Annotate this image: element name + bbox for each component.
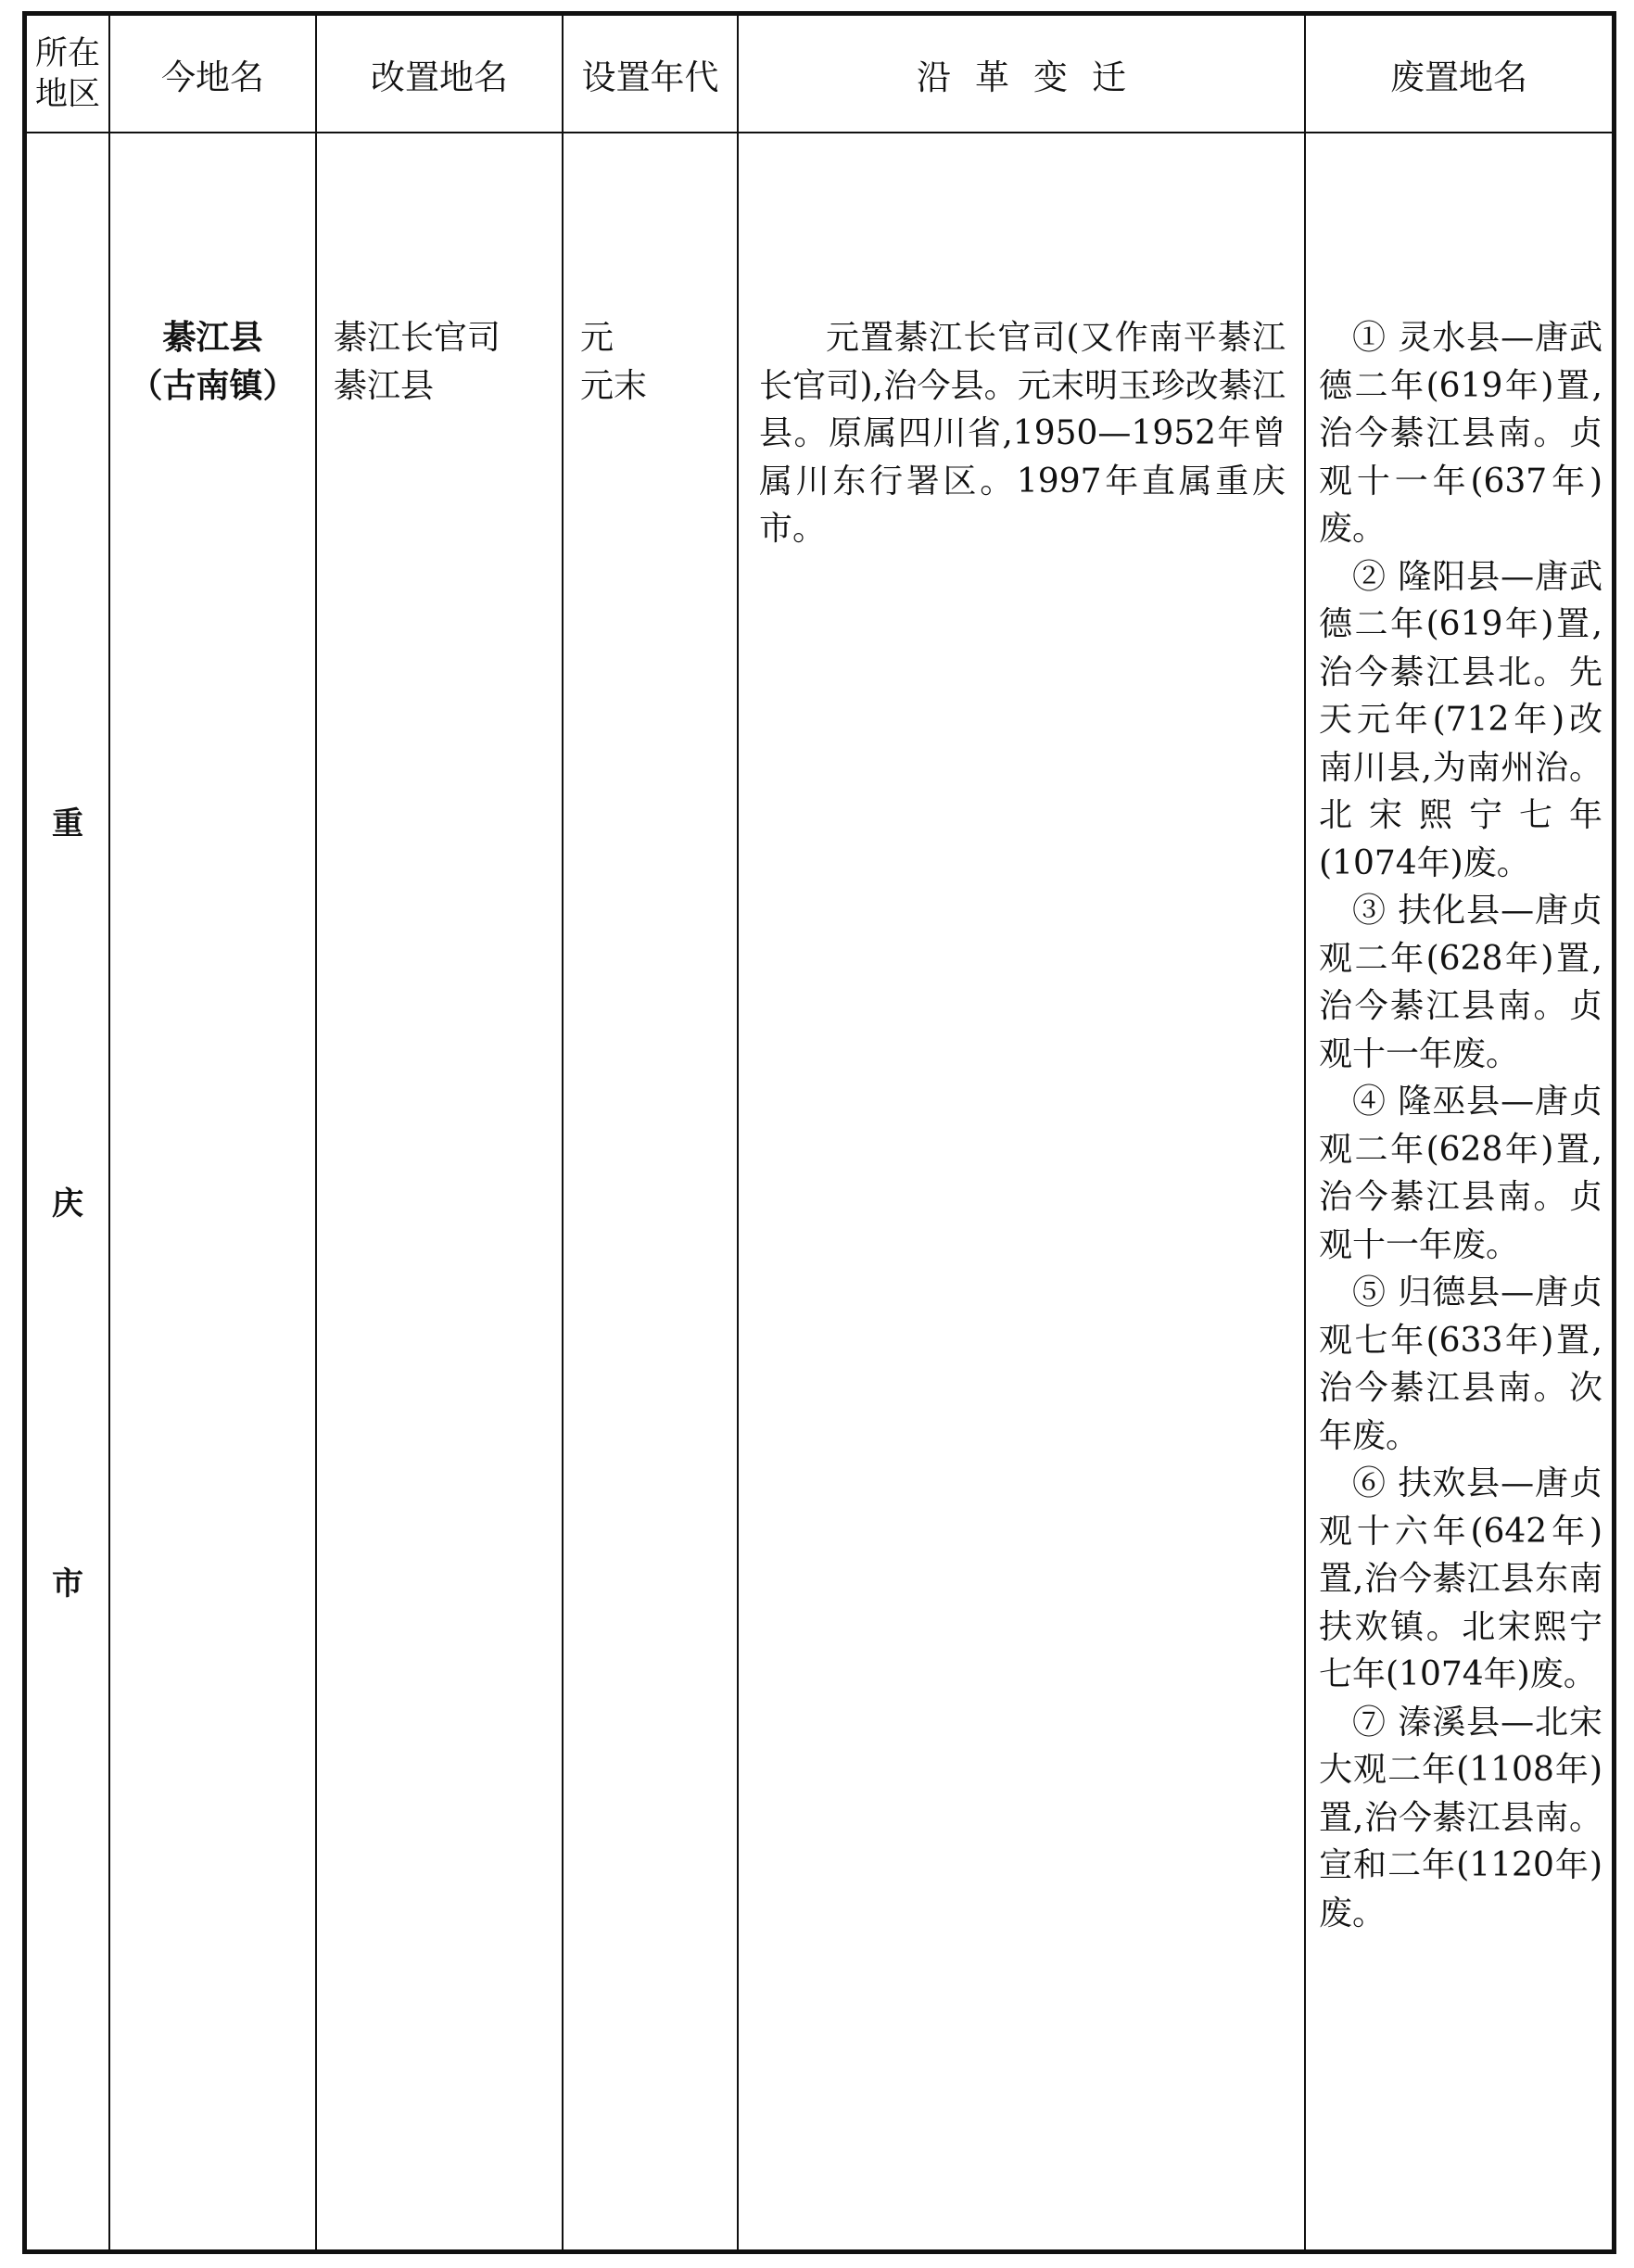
- former-name-1: 綦江长官司: [334, 319, 501, 357]
- table-row: [26, 133, 1613, 2250]
- header-former-name: 改置地名: [316, 15, 563, 133]
- history-text: 元置綦江长官司(又作南平綦江长官司),治今县。元末明玉珍改綦江县。原属四川省,1950—1952年曾属川东行署区。1997年直属重庆市。: [759, 319, 1286, 548]
- region-char-2: 庆: [52, 1185, 83, 1223]
- gazetteer-table: [25, 14, 1614, 2251]
- abolished-entry-4: ④ 隆巫县—唐贞观二年(628年)置,治今綦江县南。贞观十一年废。: [1319, 1083, 1602, 1264]
- history-cell: [738, 133, 1305, 2250]
- established-cell: [563, 133, 738, 2250]
- region-char-3: 市: [52, 1565, 83, 1603]
- abolished-cell: [1305, 133, 1613, 2250]
- header-established: 设置年代: [563, 15, 738, 133]
- header-history: 沿革变迁: [738, 15, 1305, 133]
- former-name-cell: [316, 133, 563, 2250]
- modern-seat: （古南镇）: [129, 365, 297, 405]
- header-abolished: 废置地名: [1305, 15, 1613, 133]
- abolished-entry-2: ② 隆阳县—唐武德二年(619年)置,治今綦江县北。先天元年(712年)改南川县,为南州治。北宋熙宁七年(1074年)废。: [1319, 557, 1602, 882]
- region-cell: [26, 133, 109, 2250]
- abolished-entry-7: ⑦ 溱溪县—北宋大观二年(1108年)置,治今綦江县南。宣和二年(1120年)废。: [1319, 1703, 1602, 1932]
- region-char-1: 重: [52, 805, 83, 843]
- gazetteer-table-frame: [22, 11, 1616, 2254]
- established-year-1: 元: [580, 319, 614, 357]
- header-region: 所在地区: [26, 15, 109, 133]
- abolished-entry-5: ⑤ 归德县—唐贞观七年(633年)置,治今綦江县南。次年废。: [1319, 1273, 1602, 1455]
- modern-name: 綦江县: [162, 318, 263, 357]
- abolished-entry-3: ③ 扶化县—唐贞观二年(628年)置,治今綦江县南。贞观十一年废。: [1319, 892, 1602, 1073]
- modern-name-cell: [109, 133, 316, 2250]
- header-modern-name: 今地名: [109, 15, 316, 133]
- abolished-entry-1: ① 灵水县—唐武德二年(619年)置,治今綦江县南。贞观十一年(637年)废。: [1319, 319, 1602, 548]
- abolished-entry-6: ⑥ 扶欢县—唐贞观十六年(642年)置,治今綦江县东南扶欢镇。北宋熙宁七年(1074年)废。: [1319, 1464, 1602, 1693]
- former-name-2: 綦江县: [334, 366, 435, 405]
- header-row: [26, 15, 1613, 133]
- established-year-2: 元末: [580, 366, 648, 405]
